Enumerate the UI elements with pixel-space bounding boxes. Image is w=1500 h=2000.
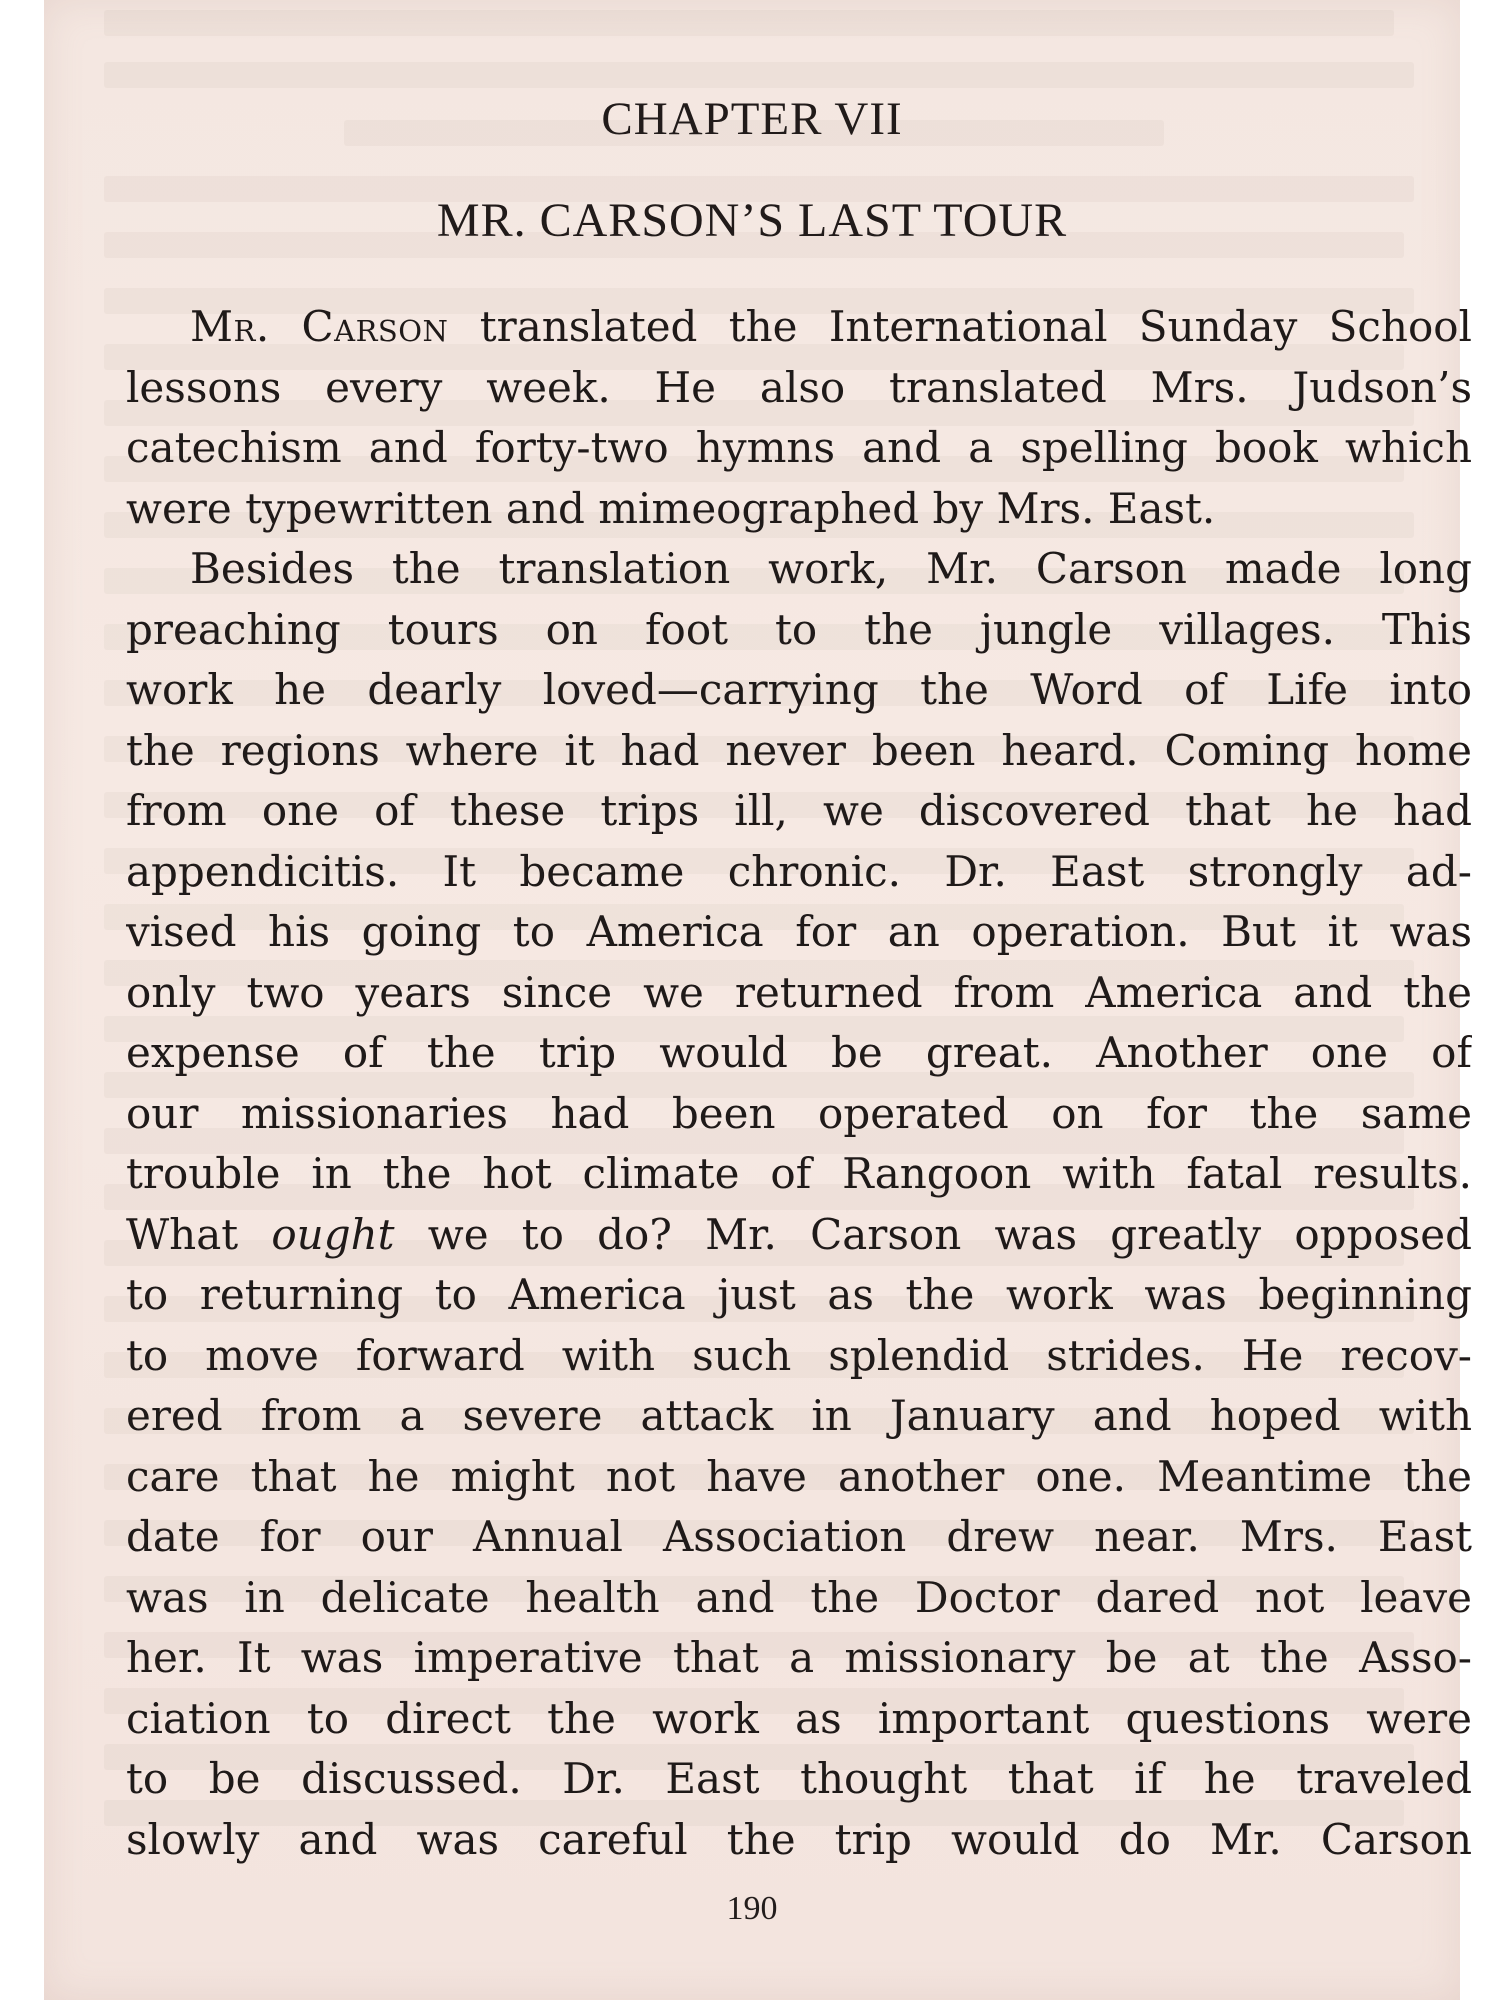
text-line: date for our Annual Association drew near. Mrs. East <box>126 1512 1472 1561</box>
text-line: were typewritten and mimeographed by Mrs. East. <box>126 483 1216 533</box>
text-line: Mr. Carson translated the International Sunday School <box>190 302 1472 351</box>
text-line: the regions where it had never been heard. Coming home <box>126 725 1472 775</box>
text-line: work he dearly loved—carrying the Word of Life into <box>126 665 1472 714</box>
book-page <box>44 0 1472 2000</box>
text-line: catechism and forty-two hymns and a spelling book which <box>126 423 1472 472</box>
chapter-number: CHAPTER VII <box>601 93 903 145</box>
lead-in-smallcaps: Mr. Carson <box>190 302 449 351</box>
text-line: lessons every week. He also translated Mrs. Judson’s <box>126 362 1472 412</box>
text-line: to be discussed. Dr. East thought that if he traveled <box>126 1754 1472 1803</box>
text-line: her. It was imperative that a missionary be at the Asso- <box>126 1633 1472 1682</box>
text-line: only two years since we returned from America and the <box>126 967 1472 1017</box>
text-line: trouble in the hot climate of Rangoon with fatal results. <box>126 1149 1472 1198</box>
text-line: preaching tours on foot to the jungle villages. This <box>126 604 1472 654</box>
page-number: 190 <box>726 1890 778 1927</box>
text-line: our missionaries had been operated on for the same <box>126 1088 1472 1138</box>
emphasized-word: ought <box>271 1209 395 1259</box>
text-line: was in delicate health and the Doctor dared not leave <box>126 1572 1472 1622</box>
text-line: vised his going to America for an operation. But it was <box>126 907 1472 956</box>
text-line: to move forward with such splendid strides. He recov- <box>126 1330 1472 1380</box>
text-line: Besides the translation work, Mr. Carson made long <box>190 544 1472 593</box>
text-line: care that he might not have another one. Meantime the <box>126 1451 1472 1501</box>
text-line: appendicitis. It became chronic. Dr. East strongly ad- <box>126 846 1472 896</box>
text-line: expense of the trip would be great. Another one of <box>126 1028 1472 1077</box>
text-line: from one of these trips ill, we discovered that he had <box>126 786 1472 835</box>
chapter-title: MR. CARSON’S LAST TOUR <box>436 194 1068 247</box>
body-text <box>126 297 1472 1870</box>
text-line: ciation to direct the work as important questions were <box>126 1693 1472 1743</box>
text-line: slowly and was careful the trip would do Mr. Carson <box>126 1814 1472 1864</box>
text-line: ered from a severe attack in January and hoped with <box>126 1391 1472 1440</box>
text-line: What ought we to do? Mr. Carson was greatly opposed <box>126 1209 1472 1259</box>
text-line: to returning to America just as the work was beginning <box>126 1270 1472 1319</box>
